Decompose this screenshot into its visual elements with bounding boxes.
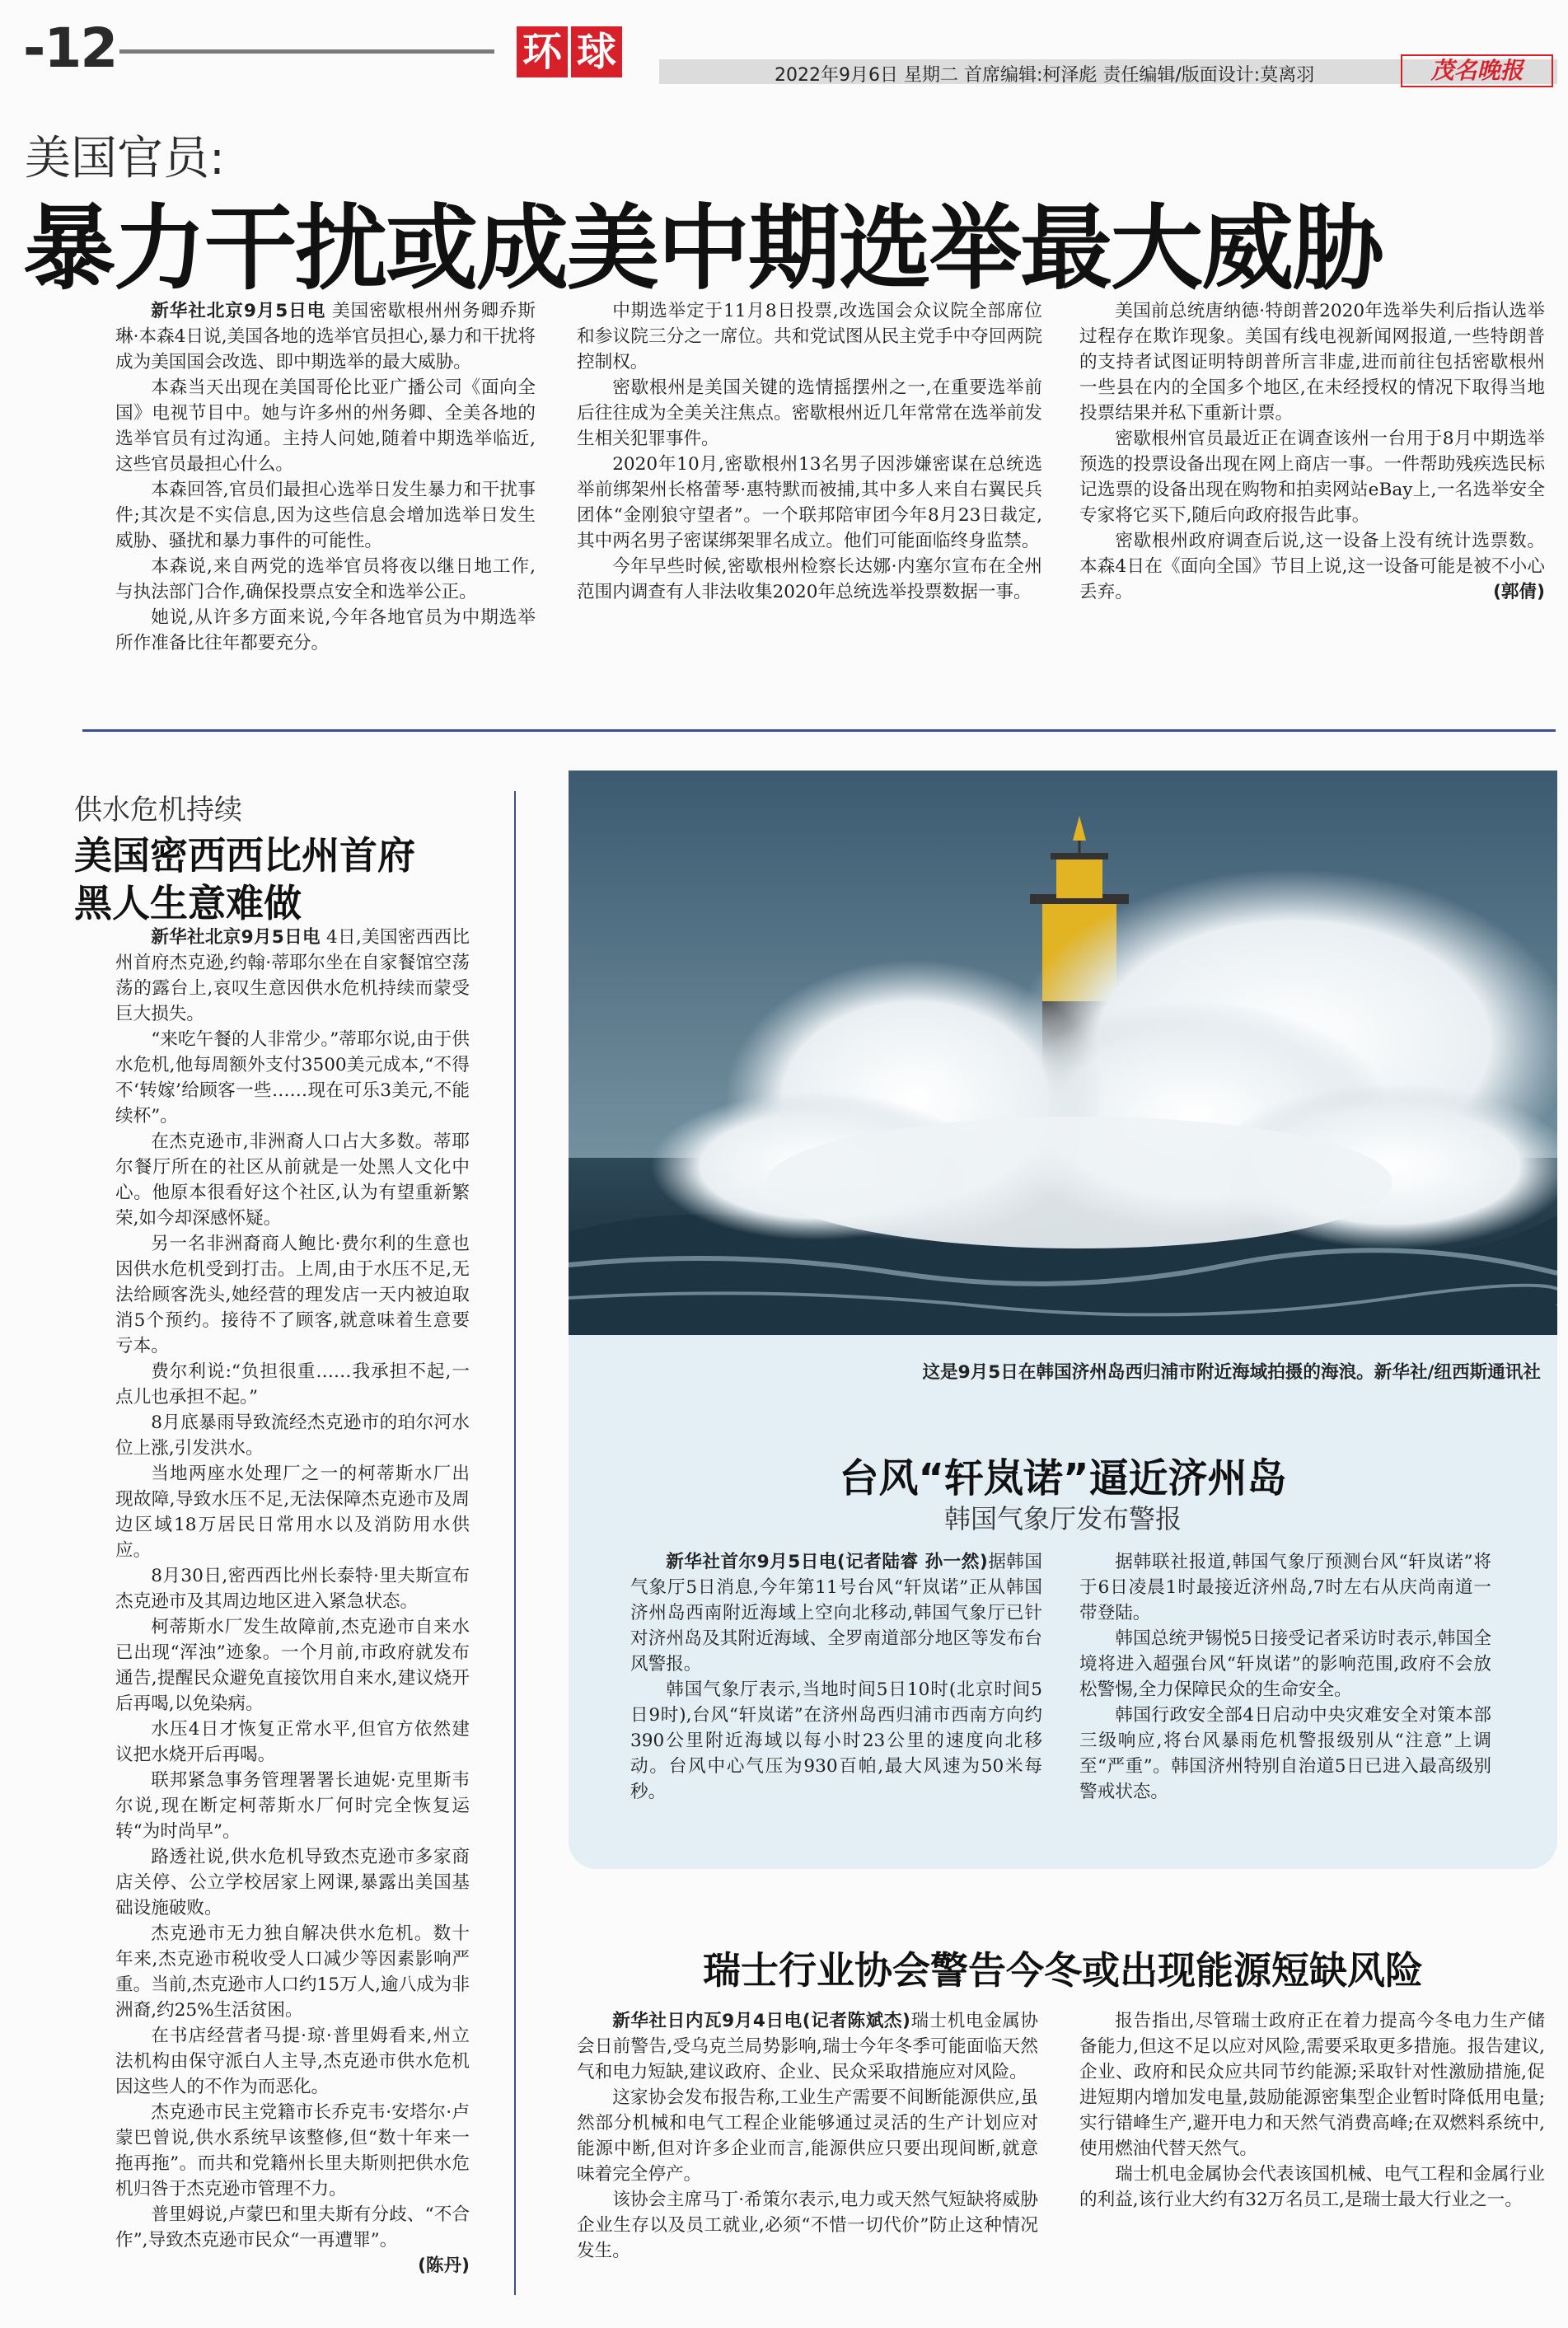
- paragraph: [577, 2008, 1038, 2085]
- paragraph: [577, 452, 1042, 554]
- section-tag: [517, 26, 622, 77]
- lead-kicker: 美国官员:: [25, 132, 225, 185]
- paragraph: [115, 1027, 470, 1129]
- date-editors: 2022年9月6日 星期二 首席编辑:柯泽彪 责任编辑/版面设计:莫离羽: [775, 65, 1315, 86]
- dateline: 新华社日内瓦9月4日电(记者陈斌杰): [612, 2011, 910, 2031]
- paragraph: [115, 1129, 470, 1231]
- photo-caption: 这是9月5日在韩国济州岛西归浦市附近海域拍摄的海浪。新华社/纽西斯通讯社: [922, 1362, 1541, 1383]
- paragraph-text: 密歇根州是美国关键的选情摇摆州之一,在重要选举前后往往成为全美关注焦点。密歇根州近几年常常在选举前发生相关犯罪事件。: [577, 377, 1042, 449]
- paragraph-text: 费尔利说:“负担很重……我承担不起,一点儿也承担不起。”: [115, 1361, 470, 1408]
- paragraph-text: 本森说,来自两党的选举官员将夜以继日地工作,与执法部门合作,确保投票点安全和选举公正。: [115, 556, 536, 602]
- paragraph-text: 中期选举定于11月8日投票,改选国会众议院全部席位和参议院三分之一席位。共和党试图从民主党手中夺回两院控制权。: [577, 301, 1042, 372]
- paragraph-text: 本森回答,官员们最担心选举日发生暴力和干扰事件;其次是不实信息,因为这些信息会增加选举日发生威胁、骚扰和暴力事件的可能性。: [115, 480, 536, 551]
- paragraph: [577, 2085, 1038, 2187]
- paragraph: [1079, 1626, 1491, 1703]
- paragraph-text: 另一名非洲裔商人鲍比·费尔利的生意也因供水危机受到打击。上周,由于水压不足,无法给顾客洗头,她经营的理发店一天内被迫取消5个预约。接待不了顾客,就意味着生意要亏本。: [115, 1234, 470, 1356]
- paragraph: [630, 1677, 1042, 1805]
- paragraph-text: 据韩国气象厅5日消息,今年第11号台风“轩岚诺”正从韩国济州岛西南附近海域上空向北移动,韩国气象厅已针对济州岛及其附近海域、全罗南道部分地区等发布台风警报。: [630, 1552, 1042, 1675]
- paragraph: [115, 554, 536, 605]
- paragraph-text: 杰克逊市无力独自解决供水危机。数十年来,杰克逊市税收受人口减少等因素影响严重。当前,杰克逊市人口约15万人,逾八成为非洲裔,约25%生活贫困。: [115, 1923, 470, 2021]
- swiss-column-1: [577, 2008, 1038, 2264]
- typhoon-subtitle: 韩国气象厅发布警报: [943, 1503, 1182, 1534]
- page-number: -12: [23, 16, 117, 80]
- paragraph-text: 4日,美国密西西比州首府杰克逊,约翰·蒂耶尔坐在自家餐馆空荡荡的露台上,哀叹生意因供水危机持续而蒙受巨大损失。: [115, 927, 470, 1024]
- section-divider: [82, 729, 1556, 732]
- paragraph-text: 8月30日,密西西比州长泰特·里夫斯宣布杰克逊市及其周边地区进入紧急状态。: [115, 1566, 470, 1612]
- paragraph: [1079, 528, 1545, 605]
- lead-column-1: [115, 298, 536, 656]
- paragraph: [115, 1231, 470, 1359]
- wave-photo-image: [569, 771, 1557, 1335]
- paragraph: [115, 605, 536, 656]
- byline: (陈丹): [418, 2255, 470, 2276]
- paragraph: [1079, 2008, 1545, 2162]
- paragraph: [1079, 426, 1545, 528]
- paragraph-text: 杰克逊市民主党籍市长乔克韦·安塔尔·卢蒙巴曾说,供水系统早该整修,但“数十年来一拖再拖”。而共和党籍州长里夫斯则把供水危机归咎于杰克逊市管理不力。: [115, 2102, 470, 2199]
- section-char-2: 球: [571, 26, 622, 77]
- paragraph: [1079, 298, 1545, 426]
- paragraph: [115, 925, 470, 1027]
- paragraph-text: 水压4日才恢复正常水平,但官方依然建议把水烧开后再喝。: [115, 1719, 470, 1765]
- typhoon-column-1: [630, 1549, 1042, 1805]
- paragraph-text: 瑞士机电金属协会日前警告,受乌克兰局势影响,瑞士今年冬季可能面临天然气和电力短缺,建议政府、企业、民众采取措施应对风险。: [577, 2011, 1038, 2082]
- swiss-title: 瑞士行业协会警告今冬或出现能源短缺风险: [703, 1948, 1423, 1993]
- paragraph-text: 她说,从许多方面来说,今年各地官员为中期选举所作准备比往年都要充分。: [115, 607, 536, 653]
- paragraph-text: 这家协会发布报告称,工业生产需要不间断能源供应,虽然部分机械和电气工程企业能够通过灵活的生产计划应对能源中断,但对许多企业而言,能源供应只要出现间断,就意味着完全停产。: [577, 2087, 1038, 2185]
- typhoon-column-2: [1079, 1549, 1491, 1805]
- left-story-title-line2: 黑人生意难做: [74, 881, 302, 925]
- dateline: 新华社北京9月5日电: [151, 301, 326, 321]
- wave-lighthouse-photo: [569, 771, 1557, 1335]
- paragraph-text: 密歇根州官员最近正在调查该州一台用于8月中期选举预选的投票设备出现在网上商店一事。一件帮助残疾选民标记选票的设备出现在购物和拍卖网站eBay上,一名选举安全专家将它买下,随后向政府报告此事。: [1079, 429, 1545, 526]
- paragraph: [115, 477, 536, 554]
- paragraph: [1079, 1549, 1491, 1626]
- paragraph: [115, 1461, 470, 1563]
- paragraph: [115, 1359, 470, 1410]
- paragraph-text: 今年早些时候,密歇根州检察长达娜·内塞尔宣布在全州范围内调查有人非法收集2020年总统选举投票数据一事。: [577, 556, 1042, 602]
- paragraph-text: “来吃午餐的人非常少。”蒂耶尔说,由于供水危机,他每周额外支付3500美元成本,“不得不‘转嫁’给顾客一些……现在可乐3美元,不能续杯”。: [115, 1029, 470, 1127]
- paragraph-text: 据韩联社报道,韩国气象厅预测台风“轩岚诺”将于6日凌晨1时最接近济州岛,7时左右从庆尚南道一带登陆。: [1079, 1552, 1491, 1623]
- paragraph-text: 当地两座水处理厂之一的柯蒂斯水厂出现故障,导致水压不足,无法保障杰克逊市及周边区域18万居民日常用水以及消防用水供应。: [115, 1464, 470, 1561]
- paragraph: [630, 1549, 1042, 1677]
- paragraph: [115, 2100, 470, 2202]
- paragraph: [577, 298, 1042, 375]
- paragraph-text: 瑞士机电金属协会代表该国机械、电气工程和金属行业的利益,该行业大约有32万名员工,是瑞士最大行业之一。: [1079, 2164, 1545, 2210]
- paragraph-text: 8月底暴雨导致流经杰克逊市的珀尔河水位上涨,引发洪水。: [115, 1412, 470, 1459]
- column-rule: [514, 791, 516, 2295]
- paragraph-text: 普里姆说,卢蒙巴和里夫斯有分歧、“不合作”,导致杰克逊市民众“一再遭罪”。: [115, 2204, 470, 2251]
- paragraph-text: 路透社说,供水危机导致杰克逊市多家商店关停、公立学校居家上网课,暴露出美国基础设施破败。: [115, 1847, 470, 1918]
- paragraph: [115, 1717, 470, 1768]
- paragraph-text: 美国前总统唐纳德·特朗普2020年选举失利后指认选举过程存在欺诈现象。美国有线电视新闻网报道,一些特朗普的支持者试图证明特朗普所言非虚,进而前往包括密歇根州一些县在内的全国多个地区,在未经授权的情况下取得当地投票结果并私下重新计票。: [1079, 301, 1545, 424]
- paragraph-text: 韩国总统尹锡悦5日接受记者采访时表示,韩国全境将进入超强台风“轩岚诺”的影响范围,政府不会放松警惕,全力保障民众的生命安全。: [1079, 1628, 1491, 1700]
- left-story-kicker: 供水危机持续: [74, 794, 242, 827]
- paragraph: [577, 554, 1042, 605]
- paragraph-text: 韩国行政安全部4日启动中央灾难安全对策本部三级响应,将台风暴雨危机警报级别从“注意”上调至“严重”。韩国济州特别自治道5日已进入最高级别警戒状态。: [1079, 1705, 1491, 1802]
- header-rule: [119, 49, 494, 54]
- lead-column-2: [577, 298, 1042, 605]
- paragraph: [115, 1768, 470, 1844]
- paragraph: [115, 375, 536, 477]
- left-story-body: [115, 925, 470, 2279]
- paragraph: [1079, 1703, 1491, 1805]
- paragraph: [115, 1614, 470, 1717]
- section-char-1: 环: [517, 26, 568, 77]
- dateline: 新华社北京9月5日电: [151, 927, 321, 948]
- paragraph: [1079, 2162, 1545, 2213]
- paragraph: [115, 1410, 470, 1461]
- typhoon-title: 台风“轩岚诺”逼近济州岛: [839, 1455, 1287, 1501]
- byline: (郭倩): [1493, 582, 1545, 602]
- paragraph-text: 密歇根州政府调查后说,这一设备上没有统计选票数。本森4日在《面向全国》节目上说,这一设备可能是被不小心丢弃。: [1079, 531, 1545, 602]
- paragraph: [115, 298, 536, 375]
- dateline: 新华社首尔9月5日电(记者陆睿 孙一然): [666, 1552, 988, 1572]
- swiss-column-2: [1079, 2008, 1545, 2213]
- newspaper-logo: 茂名晚报: [1401, 54, 1553, 87]
- paragraph-text: 柯蒂斯水厂发生故障前,杰克逊市自来水已出现“浑浊”迹象。一个月前,市政府就发布通告,提醒民众避免直接饮用自来水,建议烧开后再喝,以免染病。: [115, 1617, 470, 1714]
- paragraph: [115, 1844, 470, 1921]
- paragraph: [115, 2023, 470, 2100]
- paragraph: [577, 2187, 1038, 2264]
- left-story-title-line1: 美国密西西比州首府: [74, 833, 415, 878]
- lead-headline: 暴力干扰或成美中期选举最大威胁: [23, 195, 1383, 302]
- lead-column-3: [1079, 298, 1545, 605]
- paragraph: [577, 375, 1042, 452]
- paragraph-text: 在书店经营者马提·琼·普里姆看来,州立法机构由保守派白人主导,杰克逊市供水危机因这些人的不作为而恶化。: [115, 2026, 470, 2097]
- paragraph-text: 联邦紧急事务管理署署长迪妮·克里斯韦尔说,现在断定柯蒂斯水厂何时完全恢复运转“为时尚早”。: [115, 1770, 470, 1842]
- paragraph-text: 本森当天出现在美国哥伦比亚广播公司《面向全国》电视节目中。她与许多州的州务卿、全美各地的选举官员有过沟通。主持人问她,随着中期选举临近,这些官员最担心什么。: [115, 377, 536, 475]
- paragraph: [115, 1563, 470, 1614]
- paragraph-text: 韩国气象厅表示,当地时间5日10时(北京时间5日9时),台风“轩岚诺”在济州岛西归浦市西南方向约390公里附近海域以每小时23公里的速度向北移动。台风中心气压为930百帕,最大风速为50米每秒。: [630, 1679, 1042, 1802]
- paragraph: [115, 1921, 470, 2023]
- paragraph-text: 该协会主席马丁·希策尔表示,电力或天然气短缺将威胁企业生存以及员工就业,必须“不惜一切代价”防止这种情况发生。: [577, 2190, 1038, 2261]
- paragraph: [115, 2202, 470, 2276]
- paragraph-text: 2020年10月,密歇根州13名男子因涉嫌密谋在总统选举前绑架州长格蕾琴·惠特默而被捕,其中多人来自右翼民兵团体“金刚狼守望者”。一个联邦陪审团今年8月23日裁定,其中两名男子密谋绑架罪名成立。他们可能面临终身监禁。: [577, 454, 1042, 551]
- paragraph-text: 美国密歇根州州务卿乔斯琳·本森4日说,美国各地的选举官员担心,暴力和干扰将成为美国国会改选、即中期选举的最大威胁。: [115, 301, 536, 372]
- paragraph-text: 在杰克逊市,非洲裔人口占大多数。蒂耶尔餐厅所在的社区从前就是一处黑人文化中心。他原本很看好这个社区,认为有望重新繁荣,如今却深感怀疑。: [115, 1131, 470, 1229]
- paragraph-text: 报告指出,尽管瑞士政府正在着力提高今冬电力生产储备能力,但这不足以应对风险,需要采取更多措施。报告建议,企业、政府和民众应共同节约能源;采取针对性激励措施,促进短期内增加发电量,鼓励能源密集型企业暂时降低用电量;实行错峰生产,避开电力和天然气消费高峰;在双燃料系统中,使用燃油代替天然气。: [1079, 2011, 1545, 2159]
